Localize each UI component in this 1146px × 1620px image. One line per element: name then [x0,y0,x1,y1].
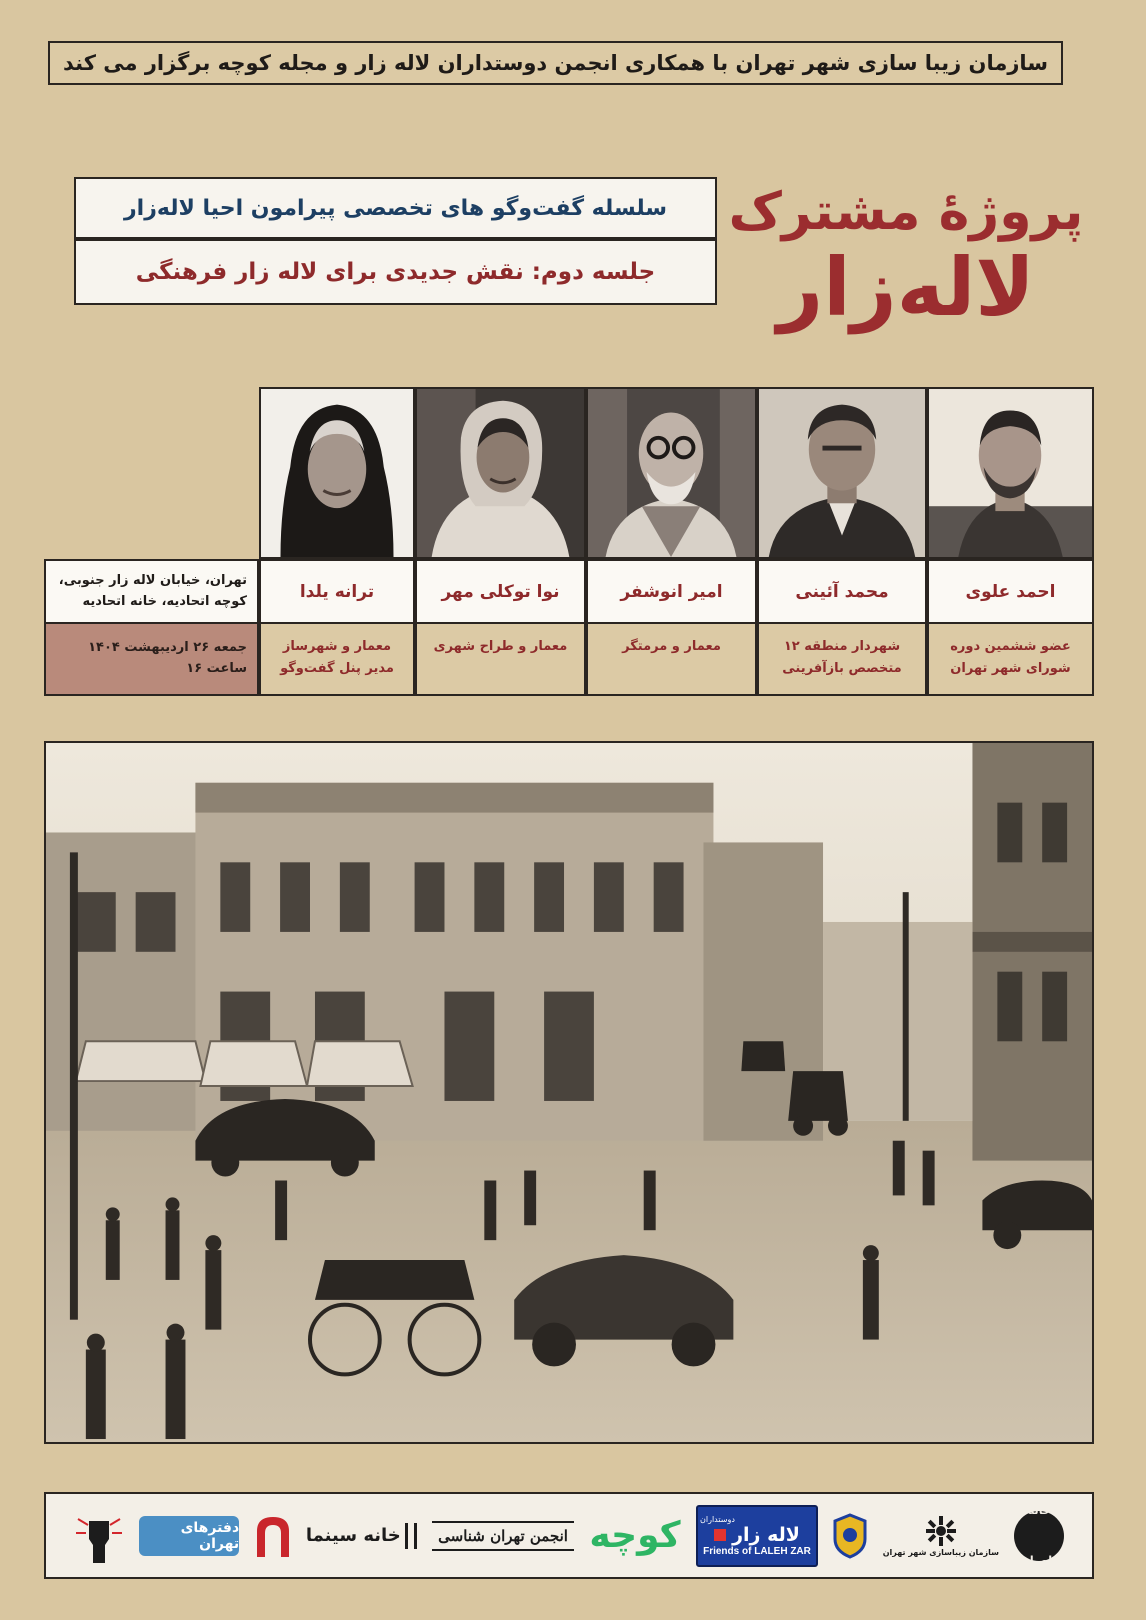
role-line: متخصص بازآفرینی [782,661,902,677]
koocheh-magazine-logo [589,1515,680,1556]
role-line: شهردار منطقه ۱۲ [783,639,901,654]
event-date: جمعه ۲۶ اردیبهشت ۱۴۰۴ [88,640,247,656]
speaker-name-2 [757,559,927,624]
project-title [696,182,1116,334]
organizer-text: سازمان زیبا سازی شهر تهران با همکاری انجمن دوستداران لاله زار و مجله کوچه برگزار می کند [63,51,1048,75]
role-line: معمار و طراح شهری [433,639,568,654]
series-title-box [74,177,717,239]
speaker-role-3 [586,624,757,696]
zibasazi-logo-text: سازمان زیباسازی شهر تهران [882,1548,999,1557]
role-line: معمار و مرمتگر [622,639,721,654]
session-title: جلسه دوم: نقش جدیدی برای لاله زار فرهنگی [135,259,656,285]
speaker-photo-1 [927,387,1094,559]
historic-street-photo [44,741,1094,1444]
speaker-name-text: ترانه یلدا [299,581,375,602]
daftarha-tehran-logo [139,1516,239,1556]
project-title-line1: پروژهٔ مشترک [728,182,1084,242]
friends-logo-main [714,1524,800,1546]
speaker-name-text: نوا توکلی مهر [441,581,560,602]
venue-line2: کوچه اتحادیه، خانه اتحادیه [82,593,247,609]
speaker-name-5 [259,559,415,624]
sinama-mark-icon [405,1523,417,1549]
speaker-photo-3 [586,387,757,559]
speaker-photo-2 [757,387,927,559]
role-line: مدیر پنل گفت‌وگو [280,661,394,677]
speaker-name-1 [927,559,1094,624]
speaker-name-3 [586,559,757,624]
event-time: ساعت ۱۶ [186,661,247,676]
role-line: عضو ششمین دوره [950,639,1071,654]
session-title-box [74,239,717,305]
speaker-role-5 [259,624,415,696]
venue-address [44,559,259,624]
red-arch-logo [255,1515,291,1557]
speaker-photo-5 [259,387,415,559]
friends-logo-main-text: لاله زار [732,1523,800,1546]
raised-fist-icon [74,1509,124,1563]
tehran-house-logo [1014,1503,1064,1567]
speaker-role-4 [415,624,586,696]
speaker-role-1 [927,624,1094,696]
red-square-icon [714,1529,726,1541]
khaneh-sinama-logo [306,1523,417,1549]
role-line: شورای شهر تهران [950,661,1071,677]
friends-logo-english: Friends of LALEH ZAR [703,1545,811,1557]
speaker-name-4 [415,559,586,624]
venue-line1: تهران، خیابان لاله زار جنوبی، [58,572,247,588]
project-title-line2: لاله‌زار [777,241,1035,334]
zibasazi-logo [883,1514,999,1557]
speaker-role-2 [757,624,927,696]
anjoman-logo-text: انجمن تهران شناسی [438,1526,568,1545]
sinama-logo-text: خانه سینما [305,1525,401,1546]
tehran-house-logo-text: خانه طهران [1020,1503,1059,1567]
role-line: معمار و شهرساز [282,639,392,654]
sponsor-logo-strip [44,1492,1094,1579]
koocheh-logo-text: کوچه [589,1515,681,1556]
municipality-emblem-logo [833,1513,867,1559]
zibasazi-mark-icon [924,1514,958,1548]
friends-of-lalehzar-logo [696,1505,818,1567]
anjoman-tehranshenasi-logo [432,1521,574,1551]
event-datetime [44,624,259,696]
speaker-name-text: احمد علوی [965,581,1056,602]
series-title: سلسله گفت‌وگو های تخصصی پیرامون احیا لاله‌زار [123,195,668,221]
speaker-photo-4 [415,387,586,559]
emblem-icon [833,1513,867,1559]
organizer-banner [48,41,1063,85]
fist-logo [74,1509,124,1563]
friends-logo-top: دوستداران [699,1514,735,1524]
speaker-name-text: امیر انوشفر [620,581,723,602]
speaker-name-text: محمد آئینی [795,581,889,602]
daftarha-logo-text: دفترهای تهران [180,1519,240,1552]
red-arch-icon [255,1515,291,1557]
